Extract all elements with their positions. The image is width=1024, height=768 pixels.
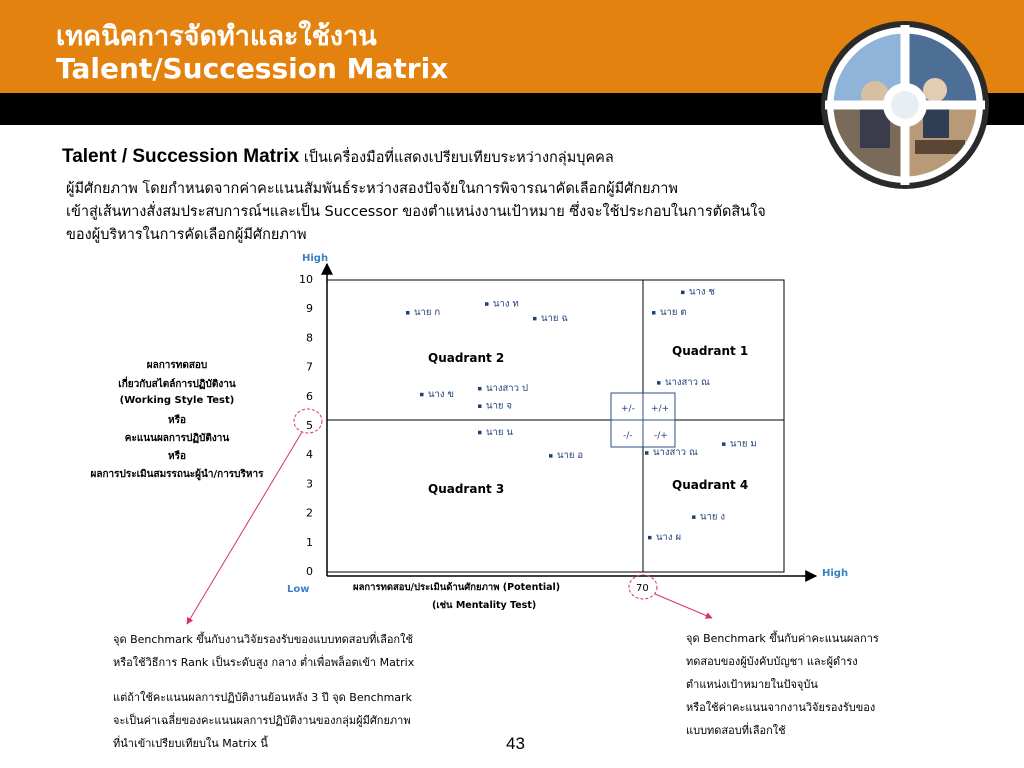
x-benchmark-label: 70 [636, 583, 649, 594]
data-point-label: นาย จ [486, 400, 512, 412]
left-note-line: หรือใช้วิธีการ Rank เป็นระดับสูง กลาง ต่ำเพื่อพล็อตเข้า Matrix [113, 656, 415, 669]
y-axis-label-line: (Working Style Test) [119, 395, 235, 406]
y-tick-label: 6 [306, 389, 313, 403]
sign-top-right: +/+ [651, 404, 670, 414]
intro-line-4: ของผู้บริหารในการคัดเลือกผู้มีศักยภาพ [66, 227, 307, 243]
left-note-line: ที่นำเข้าเปรียบเทียบใน Matrix นี้ [113, 737, 268, 750]
data-point-marker [549, 454, 553, 458]
y-high-label: High [302, 253, 329, 264]
left-note-line: จุด Benchmark ขึ้นกับงานวิจัยรองรับของแบบทดสอบที่เลือกใช้ [113, 633, 413, 646]
data-point-marker [406, 311, 410, 315]
right-note-line: จุด Benchmark ขึ้นกับค่าคะแนนผลการ [686, 632, 879, 645]
data-point-label: นาย ม [730, 438, 757, 450]
quadrant-3-label: Quadrant 3 [428, 482, 505, 496]
sign-bottom-right: -/+ [654, 431, 668, 441]
data-point [478, 383, 528, 394]
y-tick-label: 1 [306, 535, 313, 549]
x-axis-label-line-1: ผลการทดสอบ/ประเมินด้านศักยภาพ (Potential) [353, 582, 561, 593]
data-point [722, 438, 757, 449]
left-note-line: แต่ถ้าใช้คะแนนผลการปฏิบัติงานย้อนหลัง 3 ปี จุด Benchmark [113, 691, 412, 704]
y-tick-label: 9 [306, 302, 313, 316]
sign-top-left: +/- [621, 404, 635, 414]
data-point [549, 450, 583, 461]
data-point-label: นางสาว ป [486, 382, 528, 394]
low-label: Low [287, 584, 310, 595]
right-note-line: ทดสอบของผู้บังคับบัญชา และผู้ดำรง [686, 655, 858, 668]
data-point [681, 287, 715, 298]
intro-line-2: ผู้มีศักยภาพ โดยกำหนดจากค่าคะแนนสัมพันธ์ระหว่างสองปัจจัยในการพิจารณาคัดเลือกผู้มีศักยภาพ [66, 181, 678, 197]
data-point-label: นางสาว ณ [653, 447, 698, 459]
slide-title-english: Talent/Succession Matrix [56, 52, 449, 85]
intro-line-1-rest: เป็นเครื่องมือที่แสดงเปรียบเทียบระหว่างกลุ่มบุคคล [299, 150, 614, 166]
y-axis-label-line: เกี่ยวกับสไตล์การปฏิบัติงาน [118, 379, 236, 390]
y-tick-label: 4 [306, 448, 313, 462]
quadrant-1-label: Quadrant 1 [672, 344, 749, 358]
data-point-marker [648, 536, 652, 540]
sign-bottom-left: -/- [623, 431, 633, 441]
y-tick-label: 2 [306, 506, 313, 520]
page-number: 43 [506, 734, 525, 753]
y-axis-label-line: ผลการประเมินสมรรถนะผู้นำ/การบริหาร [90, 469, 264, 480]
data-point [645, 447, 698, 458]
left-callout-arrow [187, 432, 302, 624]
left-note [113, 628, 414, 755]
data-point [648, 532, 681, 543]
data-point-marker [681, 291, 685, 295]
data-points [406, 287, 757, 543]
data-point-marker [478, 404, 482, 408]
right-note-line: แบบทดสอบที่เลือกใช้ [686, 724, 786, 737]
quadrant-2-label: Quadrant 2 [428, 351, 505, 365]
y-tick-labels [299, 273, 313, 578]
data-point-marker [657, 381, 661, 385]
y-tick-label: 3 [306, 477, 313, 491]
data-point-label: นาย น [486, 426, 513, 438]
data-point-label: นาย ก [414, 307, 441, 319]
data-point [420, 389, 454, 400]
data-point-label: นาง ช [689, 286, 715, 298]
data-point-label: นาย ง [700, 511, 726, 523]
right-note-line: ตำแหน่งเป้าหมายในปัจจุบัน [686, 678, 818, 691]
data-point-marker [533, 317, 537, 321]
data-point-label: นาย อ [557, 450, 584, 462]
data-point [652, 307, 687, 318]
data-point-marker [645, 451, 649, 455]
right-callout-arrow [655, 594, 712, 618]
data-point [485, 298, 519, 309]
data-point-label: นางสาว ณ [665, 377, 710, 389]
y-axis-label-line: หรือ [168, 451, 186, 462]
data-point [533, 313, 568, 324]
quadrant-4-label: Quadrant 4 [672, 478, 749, 492]
data-point-marker [652, 311, 656, 315]
data-point-marker [722, 442, 726, 446]
y-axis-label-line: ผลการทดสอบ [146, 360, 208, 371]
x-high-label: High [822, 568, 849, 579]
y-axis-label-line: คะแนนผลการปฏิบัติงาน [124, 433, 230, 444]
y-tick-label: 5 [306, 419, 313, 432]
left-note-line [113, 674, 414, 686]
data-point-label: นาย ฉ [541, 312, 568, 324]
x-axis-label-line-2: (เช่น Mentality Test) [432, 600, 537, 611]
y-tick-label: 7 [306, 360, 313, 374]
data-point [478, 427, 513, 438]
slide-title-thai: เทคนิคการจัดทำและใช้งาน [56, 21, 377, 52]
data-point [478, 400, 512, 411]
right-note-line: หรือใช้ค่าคะแนนจากงานวิจัยรองรับของ [686, 701, 876, 714]
y-axis-label-line: หรือ [168, 415, 186, 426]
left-note-line: จะเป็นค่าเฉลี่ยของคะแนนผลการปฏิบัติงานของกลุ่มผู้มีศักยภาพ [113, 714, 411, 727]
data-point [692, 511, 725, 522]
intro-term: Talent / Succession Matrix [62, 146, 300, 167]
data-point-label: นาง ข [428, 388, 454, 400]
intro-line-3: เข้าสู่เส้นทางสั่งสมประสบการณ์ฯและเป็น Successor ของตำแหน่งงานเป้าหมาย ซึ่งจะใช้ประกอบในการตัดสินใจ [66, 204, 766, 220]
right-note [686, 627, 879, 742]
data-point-marker [485, 302, 489, 306]
data-point-label: นาย ต [660, 307, 687, 319]
data-point-label: นาง ผ [656, 531, 682, 543]
data-point-marker [420, 393, 424, 397]
data-point-marker [478, 387, 482, 391]
data-point-marker [478, 431, 482, 435]
data-point-marker [692, 515, 696, 519]
data-point-label: นาง ท [493, 298, 519, 310]
y-tick-label: 10 [299, 273, 313, 286]
data-point [657, 377, 710, 388]
y-tick-label: 8 [306, 331, 313, 345]
y-tick-label: 0 [306, 565, 313, 578]
data-point [406, 307, 440, 318]
